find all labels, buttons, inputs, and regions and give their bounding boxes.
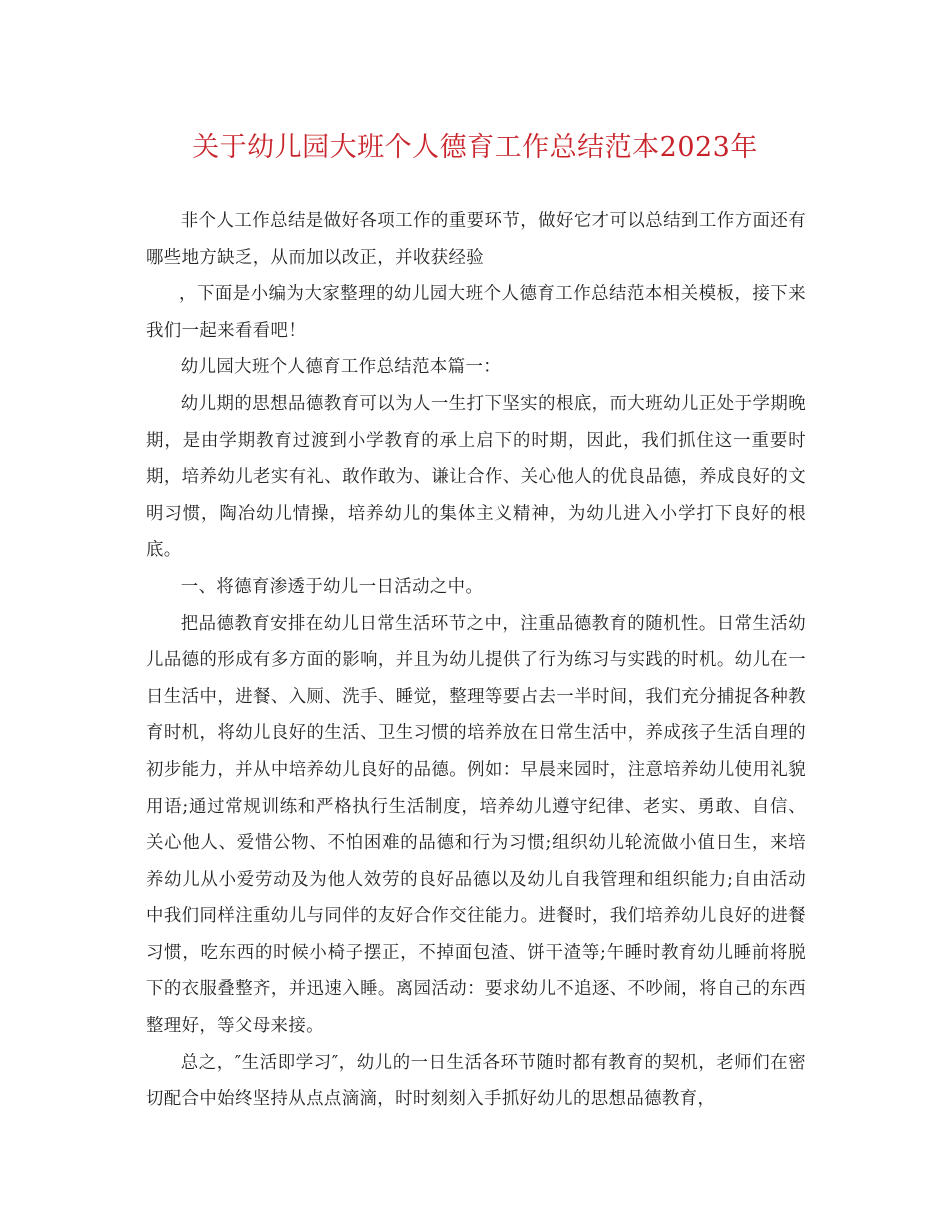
paragraph-section-heading: 幼儿园大班个人德育工作总结范本篇一：: [180, 357, 502, 378]
paragraph-lead-in: ，下面是小编为大家整理的幼儿园大班个人德育工作总结范本相关模板，接下来我们一起来看看吧！: [146, 284, 806, 341]
paragraph-intro: 非个人工作总结是做好各项工作的重要环节，做好它才可以总结到工作方面还有哪些地方缺乏，从而加以改正，并收获经验: [146, 211, 806, 268]
document-body: [146, 203, 806, 1118]
document-title: 关于幼儿园大班个人德育工作总结范本2023年: [192, 132, 758, 163]
paragraph-daily-life: 把品德教育安排在幼儿日常生活环节之中，注重品德教育的随机性。日常生活幼儿品德的形成有多方面的影响，并且为幼儿提供了行为练习与实践的时机。幼儿在一日生活中，进餐、入厕、洗手、睡觉，整理等要占去一半时间，我们充分捕捉各种教育时机，将幼儿良好的生活、卫生习惯的培养放在日常生活中，养成孩子生活自理的初步能力，并从中培养幼儿良好的品德。例如：早晨来园时，注意培养幼儿使用礼貌用语;通过常规训练和严格执行生活制度，培养幼儿遵守纪律、老实、勇敢、自信、关心他人、爱惜公物、不怕困难的品德和行为习惯;组织幼儿轮流做小值日生，来培养幼儿从小爱劳动及为他人效劳的良好品德以及幼儿自我管理和组织能力;自由活动中我们同样注重幼儿与同伴的友好合作交往能力。进餐时，我们培养幼儿良好的进餐习惯，吃东西的时候小椅子摆正，不掉面包渣、饼干渣等;午睡时教育幼儿睡前将脱下的衣服叠整齐，并迅速入睡。离园活动：要求幼儿不追逐、不吵闹，将自己的东西整理好，等父母来接。: [146, 613, 806, 1037]
paragraph-subheading-1: 一、将德育渗透于幼儿一日活动之中。: [180, 576, 484, 597]
paragraph-overview: 幼儿期的思想品德教育可以为人一生打下坚实的根底，而大班幼儿正处于学期晚期，是由学期教育过渡到小学教育的承上启下的时期，因此，我们抓住这一重要时期，培养幼儿老实有礼、敢作敢为、谦让合作、关心他人的优良品德，养成良好的文明习惯，陶冶幼儿情操，培养幼儿的集体主义精神，为幼儿进入小学打下良好的根底。: [146, 393, 806, 561]
paragraph-summary: 总之，″生活即学习″，幼儿的一日生活各环节随时都有教育的契机，老师们在密切配合中始终坚持从点点滴滴，时时刻刻入手抓好幼儿的思想品德教育，: [146, 1052, 806, 1110]
